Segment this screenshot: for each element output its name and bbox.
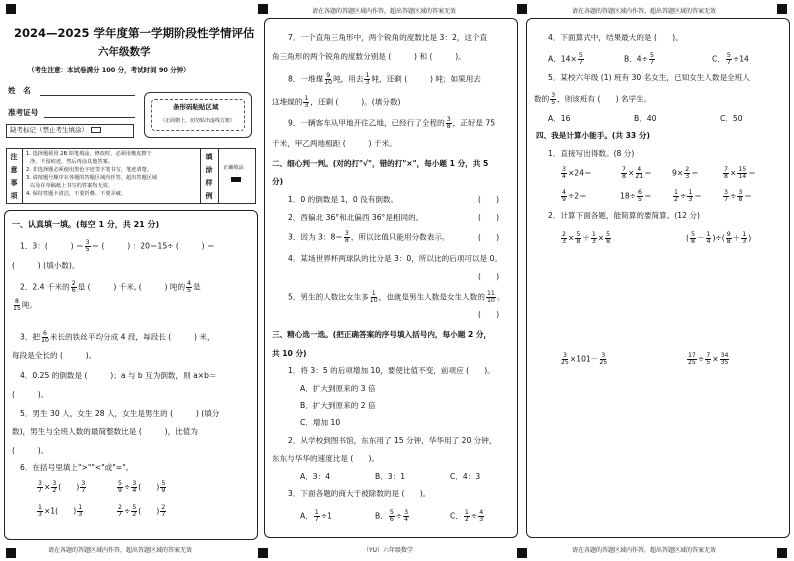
correct-fill-label: 正确填涂 (223, 165, 244, 171)
section1-title: 一、认真填一填。(每空 1 分，共 21 分) (12, 220, 160, 229)
notes-line: 以及在草稿纸上书写的答案均无效。 (30, 183, 114, 189)
q5-line3: ( )。 (12, 446, 49, 455)
q2: 2．2.4 千米的 $\frac{2}{6}$ 是 ( ) 千米, ( ) 吨的 $\frac{4}{5}$ 是 (20, 280, 201, 295)
calc2-item: ( $\frac{5}{8}$ － $\frac{1}{4}$ )÷( $\frac{9}{8}$ ＋ $\frac{1}{3}$ ) (686, 231, 752, 246)
fill-sample-label: 填 涂 样 例 (205, 153, 213, 200)
q7-cont: 角三角形的两个锐角的度数分别是 ( ) 和 ( )。 (272, 52, 466, 61)
choice-5-b: B．40 (634, 114, 657, 123)
choice-3-a: A． $\frac{1}{7}$ ÷1 (300, 509, 332, 524)
registration-mark (6, 548, 16, 558)
choice-5-c: C．50 (720, 114, 743, 123)
calc2-item: $\frac{17}{25}$ ÷ $\frac{7}{5}$ × $\frac{34}{35}$ (688, 352, 729, 367)
judge-1: 1．0 的倒数是 1，0 没有倒数。 (288, 195, 399, 204)
bottom-strip-right: 请在各题的答题区域内作答，超出答题区域的答案无效 (572, 547, 717, 554)
q8: 8．一堆煤 $\frac{9}{10}$ 吨，用去 $\frac{1}{3}$ 吨，还剩 ( ) 吨；如果用去 (288, 72, 481, 87)
q6: 6．在括号里填上">""<"或"="。 (20, 463, 134, 472)
notes-line: 净，不留痕迹，然后再涂其他答案。 (30, 159, 114, 165)
calc-item: 18÷ $\frac{6}{5}$ ＝ (620, 189, 652, 204)
registration-mark (258, 548, 268, 558)
choice-2-c: C．4：3 (450, 472, 481, 481)
notes-line: 4. 保持答题卡清洁，不要折叠、不要弄破。 (26, 191, 126, 197)
calc2-item: $\frac{2}{3}$ × $\frac{5}{8}$ ＋ $\frac{1}{3}$ × $\frac{5}{8}$ (562, 231, 611, 246)
calc-2-title: 2．计算下面各题，能简算的要简算。(12 分) (548, 211, 700, 220)
registration-mark (517, 4, 527, 14)
section2-title-cont: 分) (272, 177, 284, 186)
registration-mark (6, 4, 16, 14)
calc-item: $\frac{3}{4}$ ×24＝ (562, 166, 592, 181)
choice-2-cont: 东东与华华的速度比是 ( )。 (272, 454, 380, 463)
compare-4: $\frac{2}{7}$ ÷ $\frac{5}{2}$ ( ) $\frac{2}{7}$ (118, 504, 166, 519)
notes-line: 3. 请按题号顺序在各题的答题区域内作答，超出答题区域 (26, 175, 158, 181)
calc2-item: $\frac{3}{25}$ ×101－ $\frac{3}{25}$ (561, 352, 608, 367)
registration-mark (517, 548, 527, 558)
judge-4: 4．某场世界杯两球队的比分是 3：0，所以比的后项可以是 0。 (288, 254, 502, 263)
calc-item: $\frac{4}{9}$ ÷2＝ (562, 189, 587, 204)
q3-cont: 每段是全长的 ( )。 (12, 351, 97, 360)
calc-item: $\frac{7}{8}$ × $\frac{4}{21}$ ＝ (622, 166, 652, 181)
choice-4-a: A．14× $\frac{5}{7}$ (548, 52, 583, 67)
compare-2: $\frac{5}{9}$ ÷ $\frac{3}{4}$ ( ) $\frac{5}{9}$ (118, 480, 166, 495)
q5: 5．男生 30 人，女生 28 人，女生是男生的 ( ) (填分 (20, 409, 220, 418)
choice-3-b: B． $\frac{5}{6}$ ÷ $\frac{3}{4}$ (375, 509, 409, 524)
notes-line: 1. 选择题须用 2B 铅笔填涂，修改时，必须用橡皮擦干 (26, 151, 152, 157)
calc-1-title: 1．直接写出得数。(8 分) (548, 149, 635, 158)
choice-5-cont: 数的 $\frac{3}{5}$ ，则该班有 ( ) 名学生。 (534, 92, 652, 107)
judge-2: 2．西偏北 36°和北偏西 36°是相同的。 (288, 213, 424, 222)
barcode-title: 条形码粘贴区域 (173, 103, 219, 111)
judge-5-paren[interactable]: ( ) (478, 310, 500, 319)
choice-5-a: A．16 (548, 114, 571, 123)
q9: 9．一辆客车从甲地开往乙地，已经行了全程的 $\frac{3}{8}$ ，正好是 75 (288, 116, 496, 131)
calc-item: $\frac{3}{7}$ ÷ $\frac{3}{8}$ ＝ (724, 189, 752, 204)
judge-1-paren[interactable]: ( ) (478, 195, 500, 204)
judge-3-paren[interactable]: ( ) (478, 233, 500, 242)
choice-4: 4．下面算式中，结果最大的是 ( )。 (548, 33, 683, 42)
name-label: 姓 名 (8, 86, 31, 95)
choice-5: 5．某校六年级 (1) 班有 30 名女生，已知女生人数是全班人 (548, 73, 750, 82)
section3-title-cont: 共 10 分) (272, 349, 307, 358)
top-strip-middle: 请在各题的答题区域内作答，超出答题区域的答案无效 (312, 8, 457, 15)
section3-title: 三、精心选一选。(把正确答案的序号填入括号内，每小题 2 分， (272, 330, 492, 339)
compare-1: $\frac{3}{7}$ × $\frac{3}{2}$ ( ) $\frac{3}{7}$ (38, 480, 86, 495)
choice-4-c: C． $\frac{5}{7}$ ÷14 (712, 52, 749, 67)
q2-cont: $\frac{8}{15}$ 吨。 (13, 298, 38, 313)
id-field[interactable] (44, 117, 135, 118)
section2-title: 二、细心判一判。(对的打"√"，错的打"×"，每小题 1 分，共 5 (272, 159, 489, 168)
absent-label (10, 127, 101, 134)
choice-2-a: A．3：4 (300, 472, 331, 481)
choice-1-c: C．增加 10 (300, 418, 341, 427)
choice-4-b: B．4÷ $\frac{5}{7}$ (624, 52, 654, 67)
choice-1: 1．将 3：5 的后项增加 10，要使比值不变，前项应 ( )。 (288, 366, 495, 375)
choice-1-b: B．扩大到原来的 2 倍 (300, 401, 376, 410)
choice-2: 2．从学校到图书馆，东东用了 15 分钟，华华用了 20 分钟， (288, 436, 497, 445)
exam-subject: 六年级数学 (98, 46, 151, 58)
q1: 1．3：( ) ＝ $\frac{3}{5}$ ＝ ( ) ：20＝15÷ ( ) ＝ (20, 239, 215, 254)
compare-3: $\frac{1}{3}$ ×1( ) $\frac{1}{3}$ (38, 504, 83, 519)
absent-text: 缺考标记（禁止考生填涂） (10, 126, 88, 134)
choice-2-b: B．3：1 (375, 472, 406, 481)
barcode-area (144, 92, 252, 138)
q4-cont: ( )。 (12, 390, 49, 399)
bottom-strip-middle: （YU）六年级数学 (363, 547, 414, 554)
q4: 4．0.25 的倒数是 ( )；a 与 b 互为倒数，则 a×b＝ (20, 371, 217, 380)
section4-title: 四、我是计算小能手。(共 33 分) (536, 131, 650, 140)
correct-fill-sample (231, 177, 241, 182)
registration-mark (777, 548, 787, 558)
q9-cont: 千米，甲乙两地相距 ( ) 千米。 (272, 139, 397, 148)
q5-line2: 数)，男生与全班人数的最简整数比是 ( )，比值为 (12, 427, 198, 436)
choice-3: 3．下面各题的商大于被除数的是 ( )。 (288, 489, 431, 498)
bottom-strip-left: 请在各题的答题区域内作答，超出答题区域的答案无效 (48, 547, 193, 554)
name-field[interactable] (40, 95, 135, 96)
exam-note: （考生注意：本试卷满分 100 分，考试时间 90 分钟） (28, 66, 190, 74)
calc-item: $\frac{7}{8}$ × $\frac{15}{14}$ ＝ (724, 166, 756, 181)
q3: 3．把 $\frac{6}{10}$ 米长的铁丝平均分成 4 段，每段长 ( ) 米， (20, 330, 215, 345)
judge-2-paren[interactable]: ( ) (478, 213, 500, 222)
notes-line: 2. 非选择题必须使用黑色字迹签字笔书写，笔迹清楚。 (26, 167, 152, 173)
judge-4-paren[interactable]: ( ) (478, 272, 500, 281)
id-label: 准考证号 (8, 108, 39, 117)
exam-title: 2024—2025 学年度第一学期阶段性学情评估 (14, 26, 255, 40)
q1-cont: ( ) (填小数)。 (12, 261, 80, 270)
q8-cont: 这堆煤的 $\frac{1}{3}$ ，还剩 ( )。(填分数) (272, 95, 401, 110)
top-strip-right: 请在各题的答题区域内作答，超出答题区域的答案无效 (572, 8, 717, 15)
barcode-note: （正面朝上，切勿贴出虚线方框） (160, 118, 236, 124)
notes-label: 注 意 事 项 (10, 153, 18, 200)
choice-1-a: A．扩大到原来的 3 倍 (300, 384, 376, 393)
judge-5: 5．男生的人数比女生多 $\frac{1}{10}$ ，也就是男生人数是女生人数的 $\frac{11}{10}$ 。 (288, 290, 505, 305)
absent-checkbox[interactable] (91, 127, 101, 133)
choice-3-c: C． $\frac{1}{2}$ ÷ $\frac{4}{3}$ (450, 509, 484, 524)
judge-3: 3．因为 3：8＝ $\frac{3}{8}$ ，所以比值只能用分数表示。 (288, 230, 450, 245)
calc-item: 9× $\frac{2}{3}$ ＝ (672, 166, 699, 181)
registration-mark (777, 4, 787, 14)
registration-mark (258, 4, 268, 14)
q7: 7．一个直角三角形中，两个锐角的度数比是 3：2，这个直 (288, 33, 488, 42)
calc-item: $\frac{1}{2}$ ÷ $\frac{1}{3}$ ＝ (674, 189, 702, 204)
